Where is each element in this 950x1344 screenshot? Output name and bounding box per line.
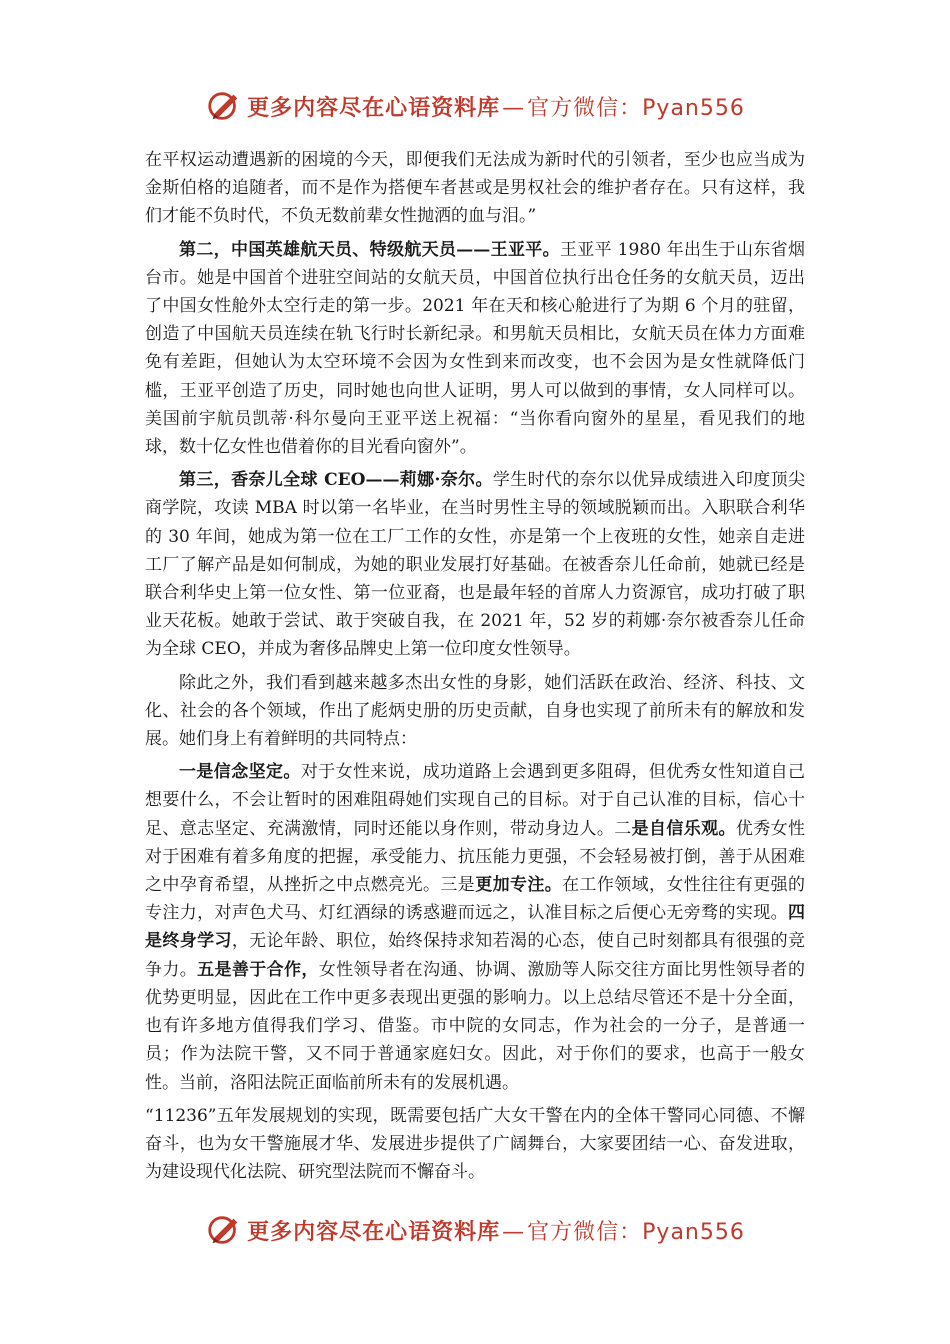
pen-logo-icon bbox=[205, 87, 243, 125]
document-body bbox=[145, 146, 805, 1191]
paragraph-3-body: 学生时代的奈尔以优异成绩进入印度顶尖商学院，攻读 MBA 时以第一名毕业，在当时男性主导的领域脱颖而出。入职联合利华的 30 年间，她成为第一位在工厂工作的女性，亦是第一个上夜班的女性，她亲自走进工厂了解产品是如何制成，为她的职业发展打好基础。在被香奈儿任命前，她就已经是联合利华史上第一位女性、第一位亚裔，也是最年轻的首席人力资源官，成功打破了职业天花板。她敢于尝试、敢于突破自我，在 2021 年，52 岁的莉娜·奈尔被香奈儿任命为全球 CEO，并成为奢侈品牌史上第一位印度女性领导。 bbox=[145, 470, 805, 660]
trait-3-text: 在工作领域，女性往往有更强的专注力，对声色犬马、灯红酒绿的诱惑避而远之，认准目标之后便心无旁骛的实现。 bbox=[145, 875, 806, 924]
banner-text bbox=[247, 1215, 745, 1246]
trait-3-heading: 更加专注。 bbox=[475, 875, 563, 896]
footer-banner bbox=[0, 1210, 950, 1250]
trait-5-text: 女性领导者在沟通、协调、激励等人际交往方面比男性领导者的优势更明显，因此在工作中更多表现出更强的影响力。以上总结尽管还不是十分全面，也有许多地方值得我们学习、借鉴。市中院的女同志，作为社会的一分子，是普通一员；作为法院干警，又不同于普通家庭妇女。因此，对于你们的要求，也高于一般女性。当前，洛阳法院正面临前所未有的发展机遇。 bbox=[145, 959, 806, 1093]
banner-wechat-id: Pyan556 bbox=[642, 1219, 745, 1245]
paragraph-3-heading: 第三，香奈儿全球 CEO——莉娜·奈尔。 bbox=[179, 470, 493, 491]
trait-4-heading: 四是终身学习 bbox=[145, 903, 805, 952]
paragraph-3 bbox=[145, 466, 805, 663]
banner-title: 更多内容尽在心语资料库 bbox=[247, 95, 501, 121]
trait-2-text: 优秀女性对于困难有着多角度的把握，承受能力、抗压能力更强，不会轻易被打倒，善于从困难之中孕育希望，从挫折之中点燃亮光。三是 bbox=[145, 818, 806, 896]
paragraph-1: 在平权运动遭遇新的困境的今天，即便我们无法成为新时代的引领者，至少也应当成为金斯伯格的追随者，而不是作为搭便车者甚或是男权社会的维护者存在。只有这样，我们才能不负时代，不负无数前辈女性抛洒的血与泪。” bbox=[145, 150, 805, 227]
banner-wechat-label: 官方微信： bbox=[527, 95, 643, 121]
trait-1-heading: 一是信念坚定。 bbox=[179, 762, 301, 783]
paragraph-2-heading: 第二，中国英雄航天员、特级航天员——王亚平。 bbox=[179, 239, 560, 260]
paragraph-6: “11236”五年发展规划的实现，既需要包括广大女干警在内的全体干警同心同德、不懈奋斗，也为女干警施展才华、发展进步提供了广阔舞台，大家要团结一心、奋发进取，为建设现代化法院、研究型法院而不懈奋斗。 bbox=[145, 1105, 805, 1183]
paragraph-2 bbox=[145, 236, 805, 462]
banner-dash: — bbox=[502, 1219, 526, 1245]
banner-wechat-label: 官方微信： bbox=[527, 1219, 643, 1245]
banner-wechat-id: Pyan556 bbox=[642, 95, 745, 121]
trait-5-heading: 五是善于合作， bbox=[197, 959, 319, 980]
paragraph-2-body: 王亚平 1980 年出生于山东省烟台市。她是中国首个进驻空间站的女航天员，中国首位执行出仓任务的女航天员，迈出了中国女性舱外太空行走的第一步。2021 年在天和核心舱进行了为期 6 个月的驻留，创造了中国航天员连续在轨飞行时长新纪录。和男航天员相比，女航天员在体力方面难免有差距，但她认为太空环境不会因为女性到来而改变，也不会因为是女性就降低门槛，王亚平创造了历史，同时她也向世人证明，男人可以做到的事情，女人同样可以。美国前宇航员凯蒂·科尔曼向王亚平送上祝福：“当你看向窗外的星星，看见我们的地球，数十亿女性也借着你的目光看向窗外”。 bbox=[145, 239, 805, 458]
trait-1-text: 对于女性来说，成功道路上会遇到更多阻碍，但优秀女性知道自己想要什么，不会让暂时的困难阻碍她们实现自己的目标。对于自己认准的目标，信心十足、意志坚定、充满激情，同时还能以身作则，带动身边人。二 bbox=[145, 762, 806, 839]
header-banner bbox=[0, 86, 950, 126]
banner-text bbox=[247, 91, 745, 122]
banner-dash: — bbox=[502, 95, 526, 121]
paragraph-5 bbox=[145, 758, 805, 1096]
trait-2-heading: 是自信乐观。 bbox=[631, 818, 736, 839]
trait-4-text: ，无论年龄、职位，始终保持求知若渴的心态，使自己时刻都具有很强的竞争力。 bbox=[145, 931, 806, 980]
banner-title: 更多内容尽在心语资料库 bbox=[247, 1219, 501, 1245]
paragraph-4: 除此之外，我们看到越来越多杰出女性的身影，她们活跃在政治、经济、科技、文化、社会的各个领域，作出了彪炳史册的历史贡献，自身也实现了前所未有的解放和发展。她们身上有着鲜明的共同特点： bbox=[145, 672, 805, 750]
pen-logo-icon bbox=[205, 1211, 243, 1249]
